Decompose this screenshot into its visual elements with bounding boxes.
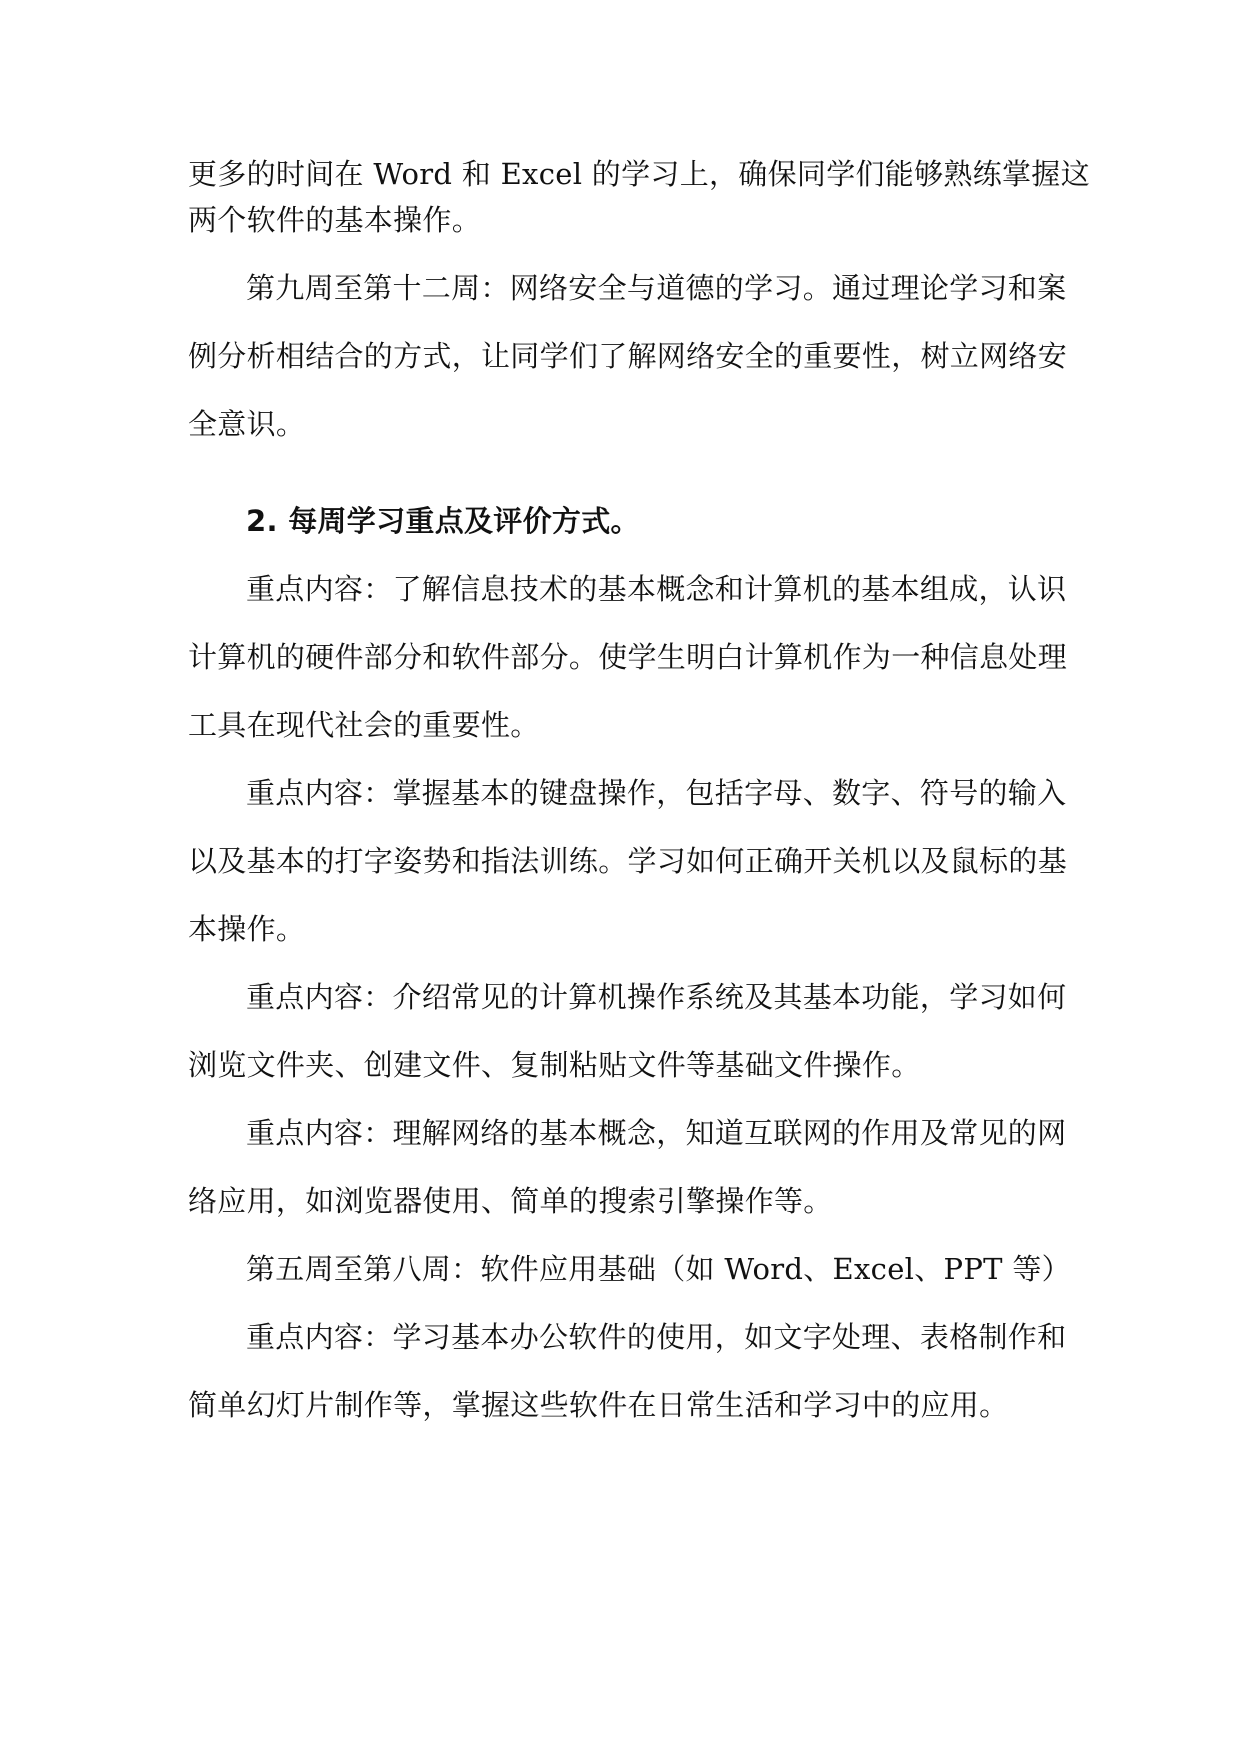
paragraph-line: 全意识。: [188, 407, 306, 441]
paragraph-line: 第五周至第八周：软件应用基础（如 Word、Excel、PPT 等）: [246, 1252, 1071, 1286]
paragraph-line: 重点内容：了解信息技术的基本概念和计算机的基本组成，认识: [246, 572, 1067, 606]
paragraph-line: 工具在现代社会的重要性。: [188, 708, 540, 742]
paragraph-line: 重点内容：学习基本办公软件的使用，如文字处理、表格制作和: [246, 1320, 1067, 1354]
paragraph-line: 简单幻灯片制作等，掌握这些软件在日常生活和学习中的应用。: [188, 1388, 1009, 1422]
paragraph-line: 重点内容：掌握基本的键盘操作，包括字母、数字、符号的输入: [246, 776, 1067, 810]
section-heading: 2. 每周学习重点及评价方式。: [246, 504, 640, 538]
paragraph-line: 重点内容：理解网络的基本概念，知道互联网的作用及常见的网: [246, 1116, 1067, 1150]
paragraph-line: 络应用，如浏览器使用、简单的搜索引擎操作等。: [188, 1184, 833, 1218]
paragraph-line: 以及基本的打字姿势和指法训练。学习如何正确开关机以及鼠标的基: [188, 844, 1068, 878]
paragraph-line: 浏览文件夹、创建文件、复制粘贴文件等基础文件操作。: [188, 1048, 921, 1082]
paragraph-line: 第九周至第十二周：网络安全与道德的学习。通过理论学习和案: [246, 271, 1067, 305]
paragraph-line: 更多的时间在 Word 和 Excel 的学习上，确保同学们能够熟练掌握这: [188, 157, 1090, 191]
paragraph-line: 两个软件的基本操作。: [188, 203, 482, 237]
paragraph-line: 重点内容：介绍常见的计算机操作系统及其基本功能，学习如何: [246, 980, 1067, 1014]
paragraph-line: 计算机的硬件部分和软件部分。使学生明白计算机作为一种信息处理: [188, 640, 1068, 674]
paragraph-line: 本操作。: [188, 912, 306, 946]
paragraph-line: 例分析相结合的方式，让同学们了解网络安全的重要性，树立网络安: [188, 339, 1068, 373]
